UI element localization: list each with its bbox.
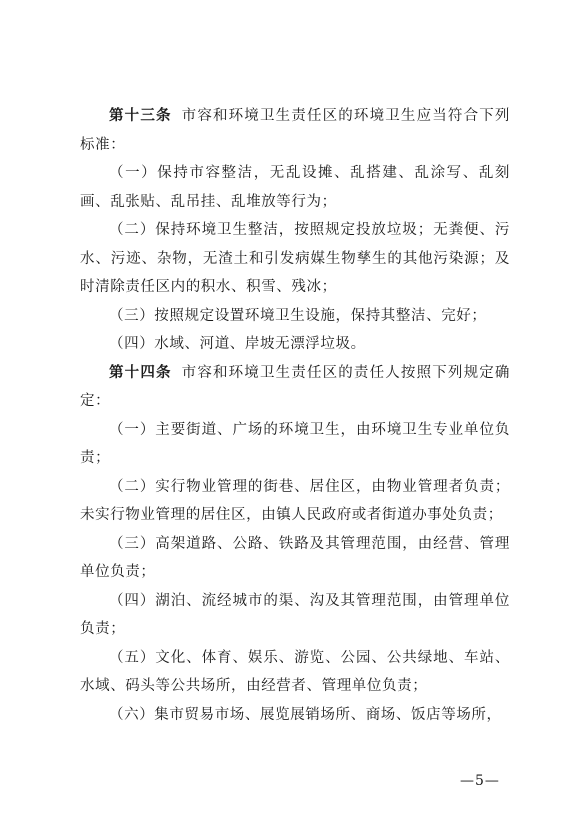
article-14-heading: 第十四条 bbox=[109, 364, 172, 381]
article-13-lead-text: 市容和环境卫生责任区的环境卫生应当符合下列标准： bbox=[80, 108, 510, 153]
article-14-clause-1: （一）主要街道、广场的环境卫生，由环境卫生专业单位负责； bbox=[80, 421, 510, 466]
article-13-clause-3: （三）按照规定设置环境卫生设施，保持其整洁、完好； bbox=[109, 307, 487, 324]
article-14-clause-5: （五）文化、体育、娱乐、游览、公园、公共绿地、车站、水域、码头等公共场所，由经营者、管理单位负责； bbox=[80, 649, 510, 694]
article-13-heading: 第十三条 bbox=[109, 108, 172, 124]
article-13-clause-4: （四）水域、河道、岸坡无漂浮垃圾。 bbox=[109, 336, 366, 352]
article-14-lead-text: 市容和环境卫生责任区的责任人按照下列规定确定： bbox=[80, 364, 510, 409]
article-13-clause-2: （二）保持环境卫生整洁，按照规定投放垃圾；无粪便、污水、污迹、杂物，无渣土和引发病媒生物孳生的其他污染源；及时清除责任区内的积水、积雪、残冰； bbox=[80, 222, 510, 295]
article-14-lead bbox=[80, 359, 510, 416]
article-14-clause-3: （三）高架道路、公路、铁路及其管理范围，由经营、管理单位负责； bbox=[80, 535, 510, 580]
article-14-clause-2: （二）实行物业管理的街巷、居住区，由物业管理者负责；未实行物业管理的居住区，由镇人民政府或者街道办事处负责； bbox=[80, 478, 510, 523]
article-14-clause-6: （六）集市贸易市场、展览展销场所、商场、饭店等场所， bbox=[109, 706, 502, 723]
article-13-clause-1: （一）保持市容整洁，无乱设摊、乱搭建、乱涂写、乱刻画、乱张贴、乱吊挂、乱堆放等行为； bbox=[80, 165, 510, 210]
document-body bbox=[80, 102, 510, 729]
article-13-lead bbox=[80, 102, 510, 159]
article-14-clause-4: （四）湖泊、流经城市的渠、沟及其管理范围，由管理单位负责； bbox=[80, 592, 510, 637]
page-number: —5— bbox=[460, 773, 500, 789]
